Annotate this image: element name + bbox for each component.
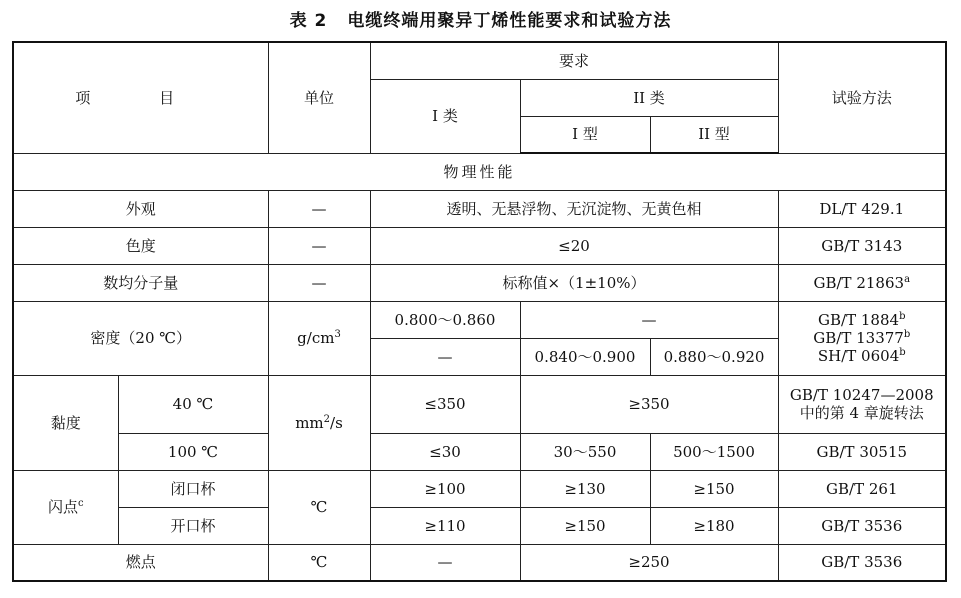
header-method: 试验方法 <box>778 42 946 153</box>
table-number: 表 2 <box>289 11 328 31</box>
header-requirement: 要求 <box>370 42 778 79</box>
header-type1: I 型 <box>520 116 650 153</box>
mw-method: GB/T 21863$^a$ <box>778 264 946 301</box>
appearance-item: 外观 <box>13 190 268 227</box>
viscosity-unit: $mm^2/s$ <box>268 375 370 470</box>
flash-open-class1: ≥110 <box>370 507 520 544</box>
density-item: 密度（20 ℃） <box>13 301 268 375</box>
header-type2: II 型 <box>650 116 778 153</box>
viscosity-40-class2: ≥350 <box>520 375 778 433</box>
appearance-req: 透明、无悬浮物、无沉淀物、无黄色相 <box>370 190 778 227</box>
flash-closed-class1: ≥100 <box>370 470 520 507</box>
color-method: GB/T 3143 <box>778 227 946 264</box>
header-class2: II 类 <box>520 79 778 116</box>
viscosity-100-method: GB/T 30515 <box>778 433 946 470</box>
viscosity-temp-40: 40 ℃ <box>118 375 268 433</box>
density-class1-a: 0.800～0.860 <box>370 301 520 338</box>
fire-item: 燃点 <box>13 544 268 581</box>
density-methods: GB/T 1884$^b$ GB/T 13377$^b$ SH/T 0604$^b$ <box>778 301 946 375</box>
density-class1-b: — <box>370 338 520 375</box>
flash-open-method: GB/T 3536 <box>778 507 946 544</box>
appearance-method: DL/T 429.1 <box>778 190 946 227</box>
fire-method: GB/T 3536 <box>778 544 946 581</box>
table-row-flash-closed <box>13 470 946 507</box>
flash-closed-type2: ≥150 <box>650 470 778 507</box>
color-req: ≤20 <box>370 227 778 264</box>
fire-class2: ≥250 <box>520 544 778 581</box>
color-item: 色度 <box>13 227 268 264</box>
table-row-flash-open <box>13 507 946 544</box>
table-row-density-a <box>13 301 946 338</box>
section-row <box>13 153 946 190</box>
viscosity-40-method: GB/T 10247—2008 中的第 4 章旋转法 <box>778 375 946 433</box>
flash-closed-type1: ≥130 <box>520 470 650 507</box>
table-row-viscosity-40 <box>13 375 946 433</box>
flash-closed-cup: 闭口杯 <box>118 470 268 507</box>
viscosity-item: 黏度 <box>13 375 118 470</box>
density-type1-b: 0.840～0.900 <box>520 338 650 375</box>
header-unit: 单位 <box>268 42 370 153</box>
appearance-unit: — <box>268 190 370 227</box>
flash-item: 闪点$^c$ <box>13 470 118 544</box>
viscosity-100-type1: 30～550 <box>520 433 650 470</box>
header-row-1 <box>13 42 946 79</box>
fire-unit: ℃ <box>268 544 370 581</box>
viscosity-temp-100: 100 ℃ <box>118 433 268 470</box>
table-row-appearance <box>13 190 946 227</box>
fire-class1: — <box>370 544 520 581</box>
viscosity-100-type2: 500～1500 <box>650 433 778 470</box>
mw-unit: — <box>268 264 370 301</box>
density-class2-a: — <box>520 301 778 338</box>
table-row-fire-point <box>13 544 946 581</box>
flash-closed-method: GB/T 261 <box>778 470 946 507</box>
flash-unit: ℃ <box>268 470 370 544</box>
density-unit: $g/cm^3$ <box>268 301 370 375</box>
table-row-molecular-weight <box>13 264 946 301</box>
spec-table <box>12 41 947 582</box>
flash-open-cup: 开口杯 <box>118 507 268 544</box>
header-class1: I 类 <box>370 79 520 153</box>
table-row-color <box>13 227 946 264</box>
density-type2-b: 0.880～0.920 <box>650 338 778 375</box>
table-title: 电缆终端用聚异丁烯性能要求和试验方法 <box>347 11 672 31</box>
viscosity-100-class1: ≤30 <box>370 433 520 470</box>
table-caption <box>0 6 961 31</box>
viscosity-40-class1: ≤350 <box>370 375 520 433</box>
table-row-viscosity-100 <box>13 433 946 470</box>
mw-item: 数均分子量 <box>13 264 268 301</box>
flash-open-type1: ≥150 <box>520 507 650 544</box>
color-unit: — <box>268 227 370 264</box>
mw-req: 标称值×（1±10%） <box>370 264 778 301</box>
flash-open-type2: ≥180 <box>650 507 778 544</box>
header-item: 项 目 <box>13 42 268 153</box>
section-title: 物理性能 <box>13 153 946 190</box>
